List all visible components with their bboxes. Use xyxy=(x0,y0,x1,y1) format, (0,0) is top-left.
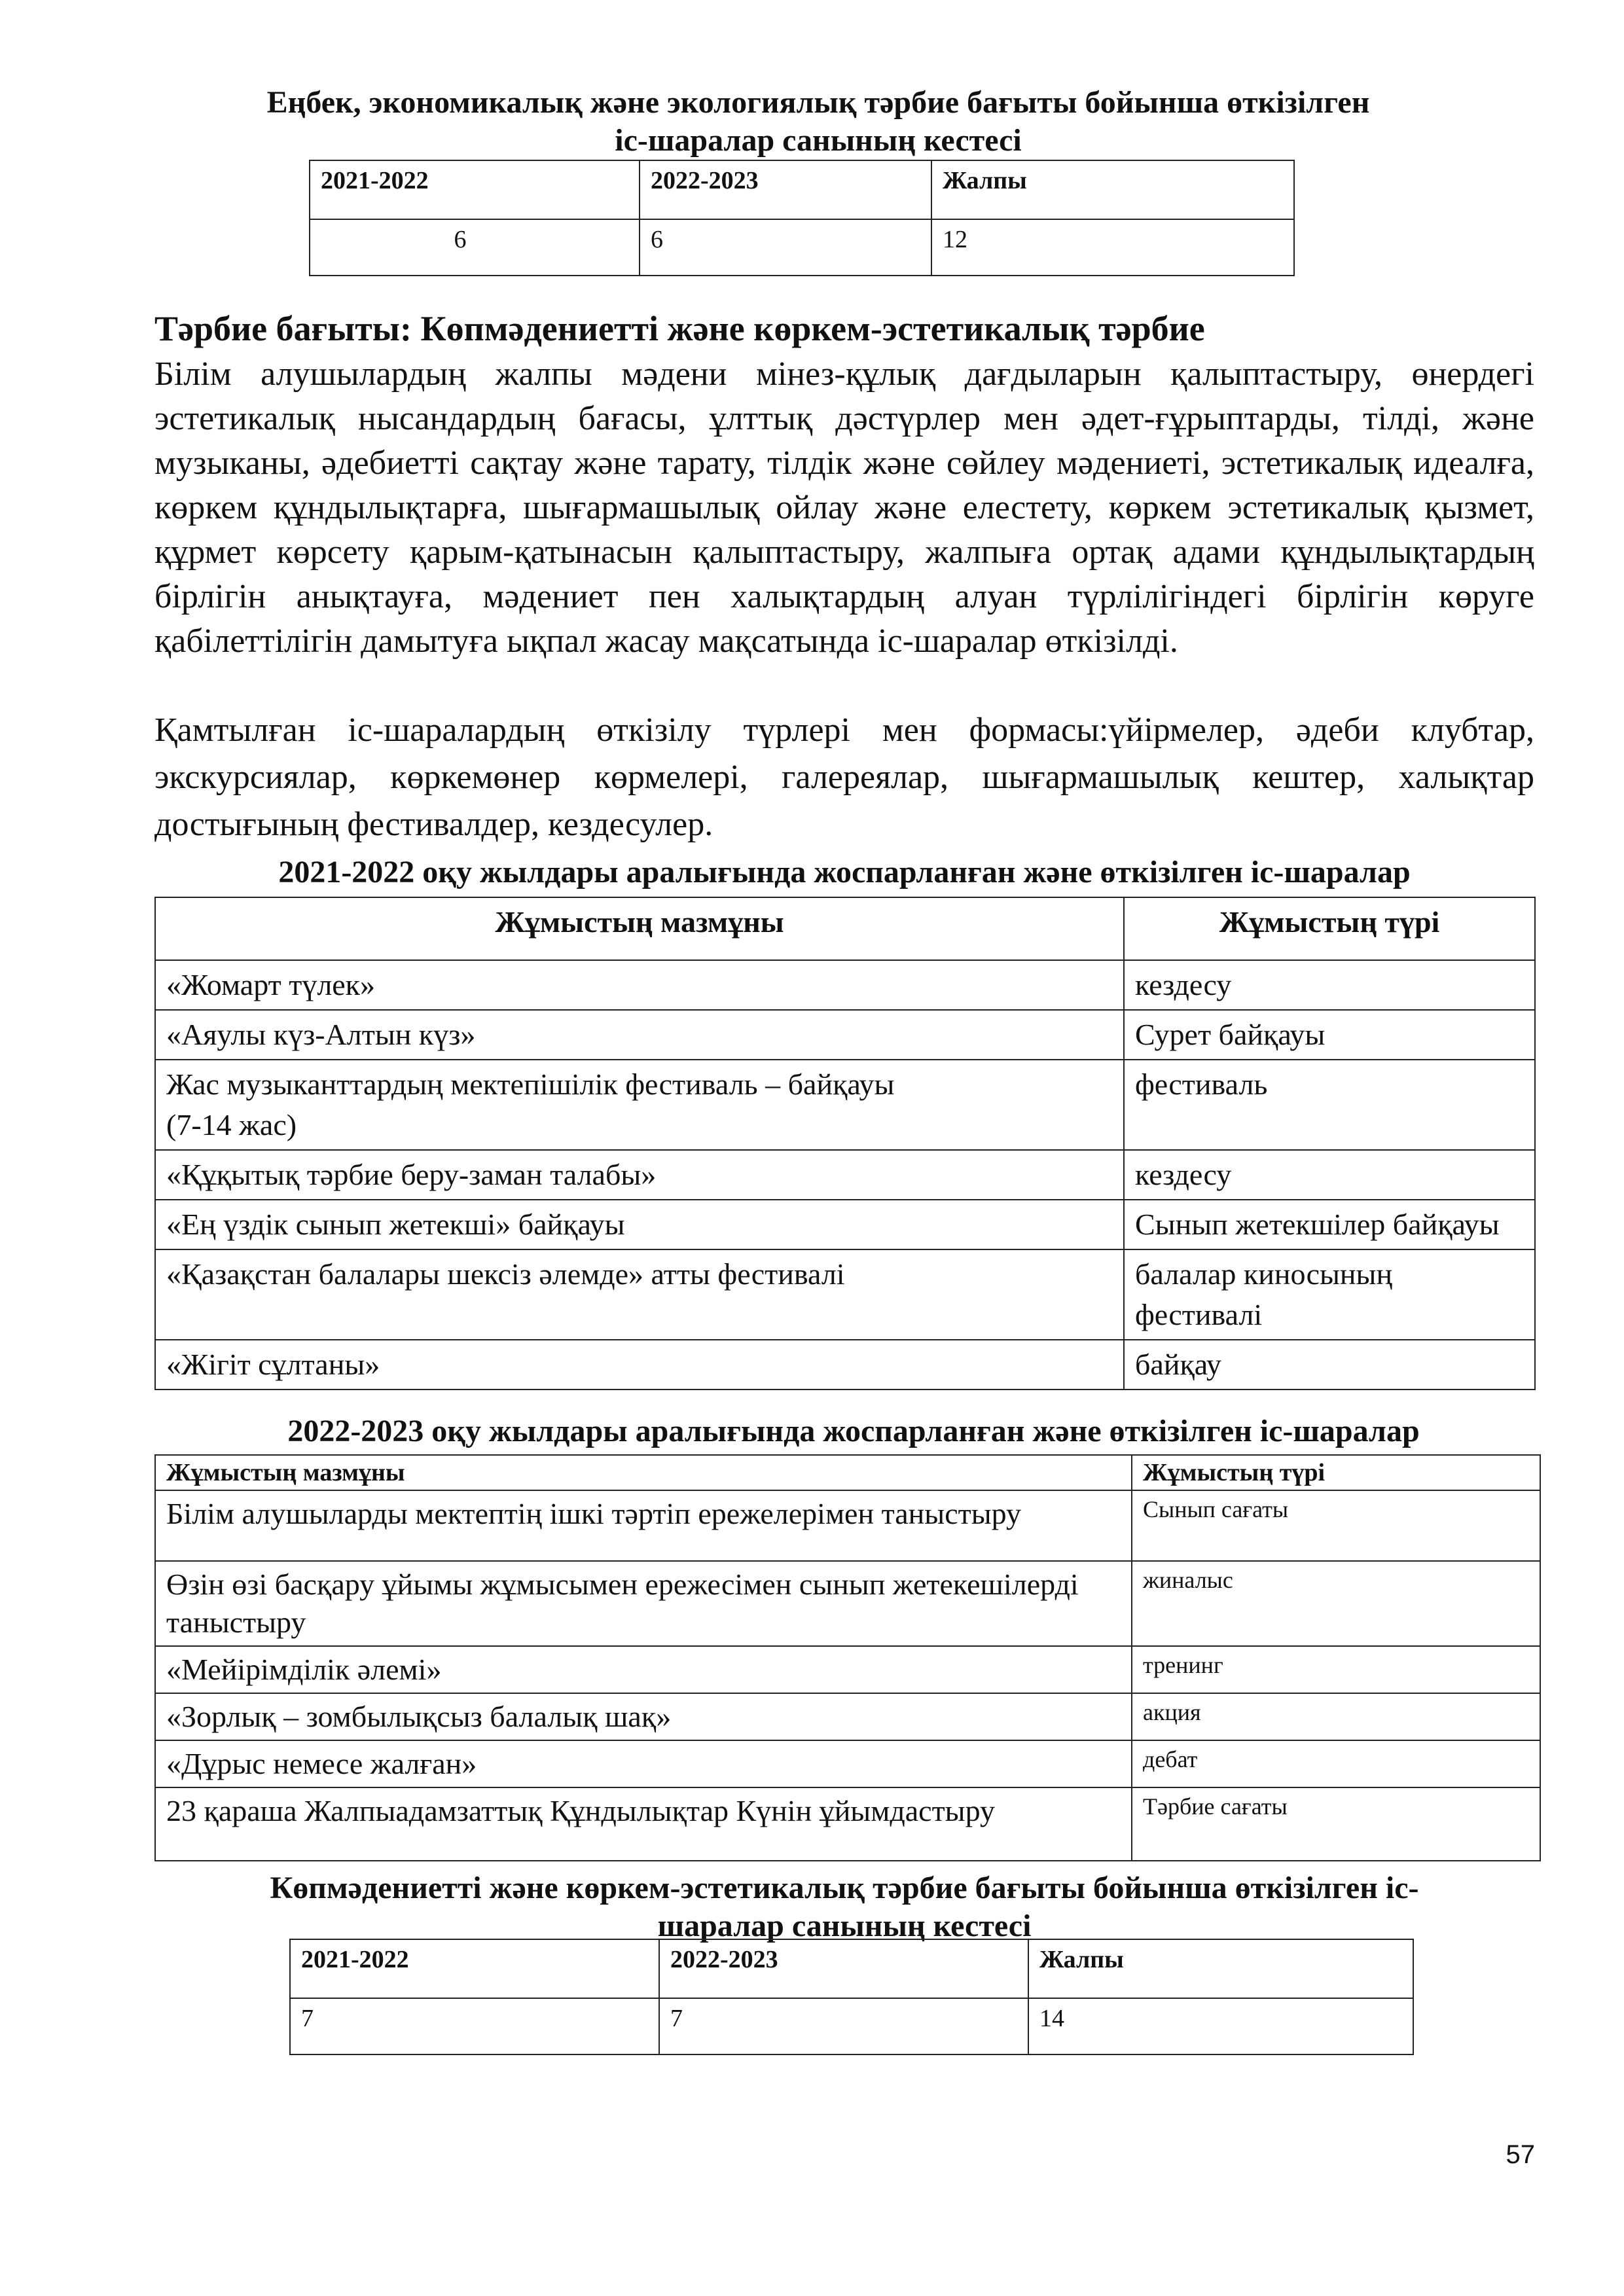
section1-count-table xyxy=(309,160,1295,276)
section1-title-line2: іс-шаралар санының кестесі xyxy=(615,123,1022,158)
row-content: «Ең үздік сынып жетекші» байқауы xyxy=(155,1200,1124,1249)
row-content: Білім алушыларды мектептің ішкі тәртіп ережелерімен таныстыру xyxy=(155,1490,1132,1561)
table-row xyxy=(155,1561,1540,1646)
table2021 xyxy=(154,897,1536,1390)
row-content: «Зорлық – зомбылықсыз балалық шақ» xyxy=(155,1693,1132,1740)
row-type: байқау xyxy=(1124,1340,1535,1390)
table-row xyxy=(155,1740,1540,1787)
section3-title-line2: шаралар санының кестесі xyxy=(657,1909,1032,1943)
row-content: «Дұрыс немесе жалған» xyxy=(155,1740,1132,1787)
count-header-total: Жалпы xyxy=(931,160,1294,219)
row-content xyxy=(155,1060,1124,1150)
count-value-2022: 6 xyxy=(640,219,931,276)
row-content: «Қазақстан балалары шексіз әлемде» атты фестивалі xyxy=(155,1249,1124,1340)
count-header-2021: 2021-2022 xyxy=(310,160,640,219)
section1-title xyxy=(151,84,1486,160)
table2022-title: 2022-2023 оқу жылдары аралығында жоспарланған және өткізілген іс-шаралар xyxy=(287,1414,1420,1448)
row-type: кездесу xyxy=(1124,1150,1535,1200)
count-value-2021: 7 xyxy=(290,1998,659,2054)
row-type: балалар киносының фестивалі xyxy=(1124,1249,1535,1340)
row-type: дебат xyxy=(1132,1740,1540,1787)
row-type: Сурет байқауы xyxy=(1124,1010,1535,1060)
table2022-header-row xyxy=(155,1455,1540,1490)
table-row xyxy=(155,1693,1540,1740)
table-row xyxy=(155,960,1535,1010)
page-number: 57 xyxy=(1506,2140,1535,2169)
table-row xyxy=(155,1060,1535,1150)
table2022 xyxy=(154,1454,1541,1861)
row-type: жиналыс xyxy=(1132,1561,1540,1646)
table-row xyxy=(155,1340,1535,1390)
count-value-2022: 7 xyxy=(659,1998,1028,2054)
row-type: акция xyxy=(1132,1693,1540,1740)
row-content: «Мейірімділік әлемі» xyxy=(155,1646,1132,1693)
row-content-line1: Жас музыканттардың мектепішілік фестиваль – байқауы xyxy=(166,1067,895,1101)
row-type: Тәрбие сағаты xyxy=(1132,1787,1540,1861)
row-type: Сынып жетекшілер байқауы xyxy=(1124,1200,1535,1249)
section2-heading: Тәрбие бағыты: Көпмәдениетті және көркем-эстетикалық тәрбие xyxy=(154,309,1205,348)
table2022-header-type: Жұмыстың түрі xyxy=(1132,1455,1540,1490)
row-content: «Жігіт сұлтаны» xyxy=(155,1340,1124,1390)
section3-title-line1: Көпмәдениетті және көркем-эстетикалық тәрбие бағыты бойынша өткізілген іс- xyxy=(270,1871,1419,1905)
count-header-2022: 2022-2023 xyxy=(640,160,931,219)
table2021-title: 2021-2022 оқу жылдары аралығында жоспарланған және өткізілген іс-шаралар xyxy=(278,855,1411,889)
section3-title xyxy=(154,1869,1534,1945)
count-header-2021: 2021-2022 xyxy=(290,1939,659,1998)
row-content: «Жомарт түлек» xyxy=(155,960,1124,1010)
table-row xyxy=(155,1200,1535,1249)
count-header-total: Жалпы xyxy=(1028,1939,1413,1998)
row-type: Сынып сағаты xyxy=(1132,1490,1540,1561)
section2-paragraph2: Қамтылған іс-шаралардың өткізілу түрлері мен формасы:үйірмелер, әдеби клубтар, экскурсиялар, көркемөнер көрмелері, галереялар, шығармашылық кештер, халықтар достығының фестивалдер, кездесулер. xyxy=(154,711,1534,843)
table2021-header-content: Жұмыстың мазмұны xyxy=(155,897,1124,960)
table-row xyxy=(155,1490,1540,1561)
table2022-header-content: Жұмыстың мазмұны xyxy=(155,1455,1132,1490)
row-content-line2: (7-14 жас) xyxy=(166,1108,297,1141)
table-row xyxy=(155,1150,1535,1200)
row-content: 23 қараша Жалпыадамзаттық Құндылықтар Күнін ұйымдастыру xyxy=(155,1787,1132,1861)
row-content: «Құқытық тәрбие беру-заман талабы» xyxy=(155,1150,1124,1200)
section1-count-header-row xyxy=(310,160,1294,219)
row-type: кездесу xyxy=(1124,960,1535,1010)
table-row xyxy=(155,1010,1535,1060)
section3-count-value-row xyxy=(290,1998,1413,2054)
count-value-total: 12 xyxy=(931,219,1294,276)
table2021-header-type: Жұмыстың түрі xyxy=(1124,897,1535,960)
table-row xyxy=(155,1787,1540,1861)
section1-count-value-row xyxy=(310,219,1294,276)
count-value-total: 14 xyxy=(1028,1998,1413,2054)
section3-count-table xyxy=(289,1939,1414,2055)
section1-title-line1: Еңбек, экономикалық және экологиялық тәрбие бағыты бойынша өткізілген xyxy=(266,85,1370,120)
row-content: «Аяулы күз-Алтын күз» xyxy=(155,1010,1124,1060)
table-row xyxy=(155,1646,1540,1693)
row-type: фестиваль xyxy=(1124,1060,1535,1150)
row-content: Өзін өзі басқару ұйымы жұмысымен ережесімен сынып жетекешілерді таныстыру xyxy=(155,1561,1132,1646)
row-type: тренинг xyxy=(1132,1646,1540,1693)
section3-count-header-row xyxy=(290,1939,1413,1998)
section2-paragraph1: Білім алушылардың жалпы мәдени мінез-құлық дағдыларын қалыптастыру, өнердегі эстетикалық нысандардың бағасы, ұлттық дәстүрлер мен әдет-ғұрыптарды, тілді, және музыканы, әдебиетті сақтау және тарату, тілдік және сөйлеу мәдениеті, эстетикалық идеалға, көркем құндылықтарға, шығармашылық ойлау және елестету, көркем эстетикалық қызмет, құрмет көрсету қарым-қатынасын қалыптастыру, жалпыға ортақ адами құндылықтардың бірлігін анықтауға, мәдениет пен халықтардың алуан түрлілігіндегі бірлігін көруге қабілеттілігін дамытуға ықпал жасау мақсатында іс-шаралар өткізілді. xyxy=(154,355,1534,660)
count-value-2021: 6 xyxy=(310,219,640,276)
table-row xyxy=(155,1249,1535,1340)
count-header-2022: 2022-2023 xyxy=(659,1939,1028,1998)
table2021-header-row xyxy=(155,897,1535,960)
